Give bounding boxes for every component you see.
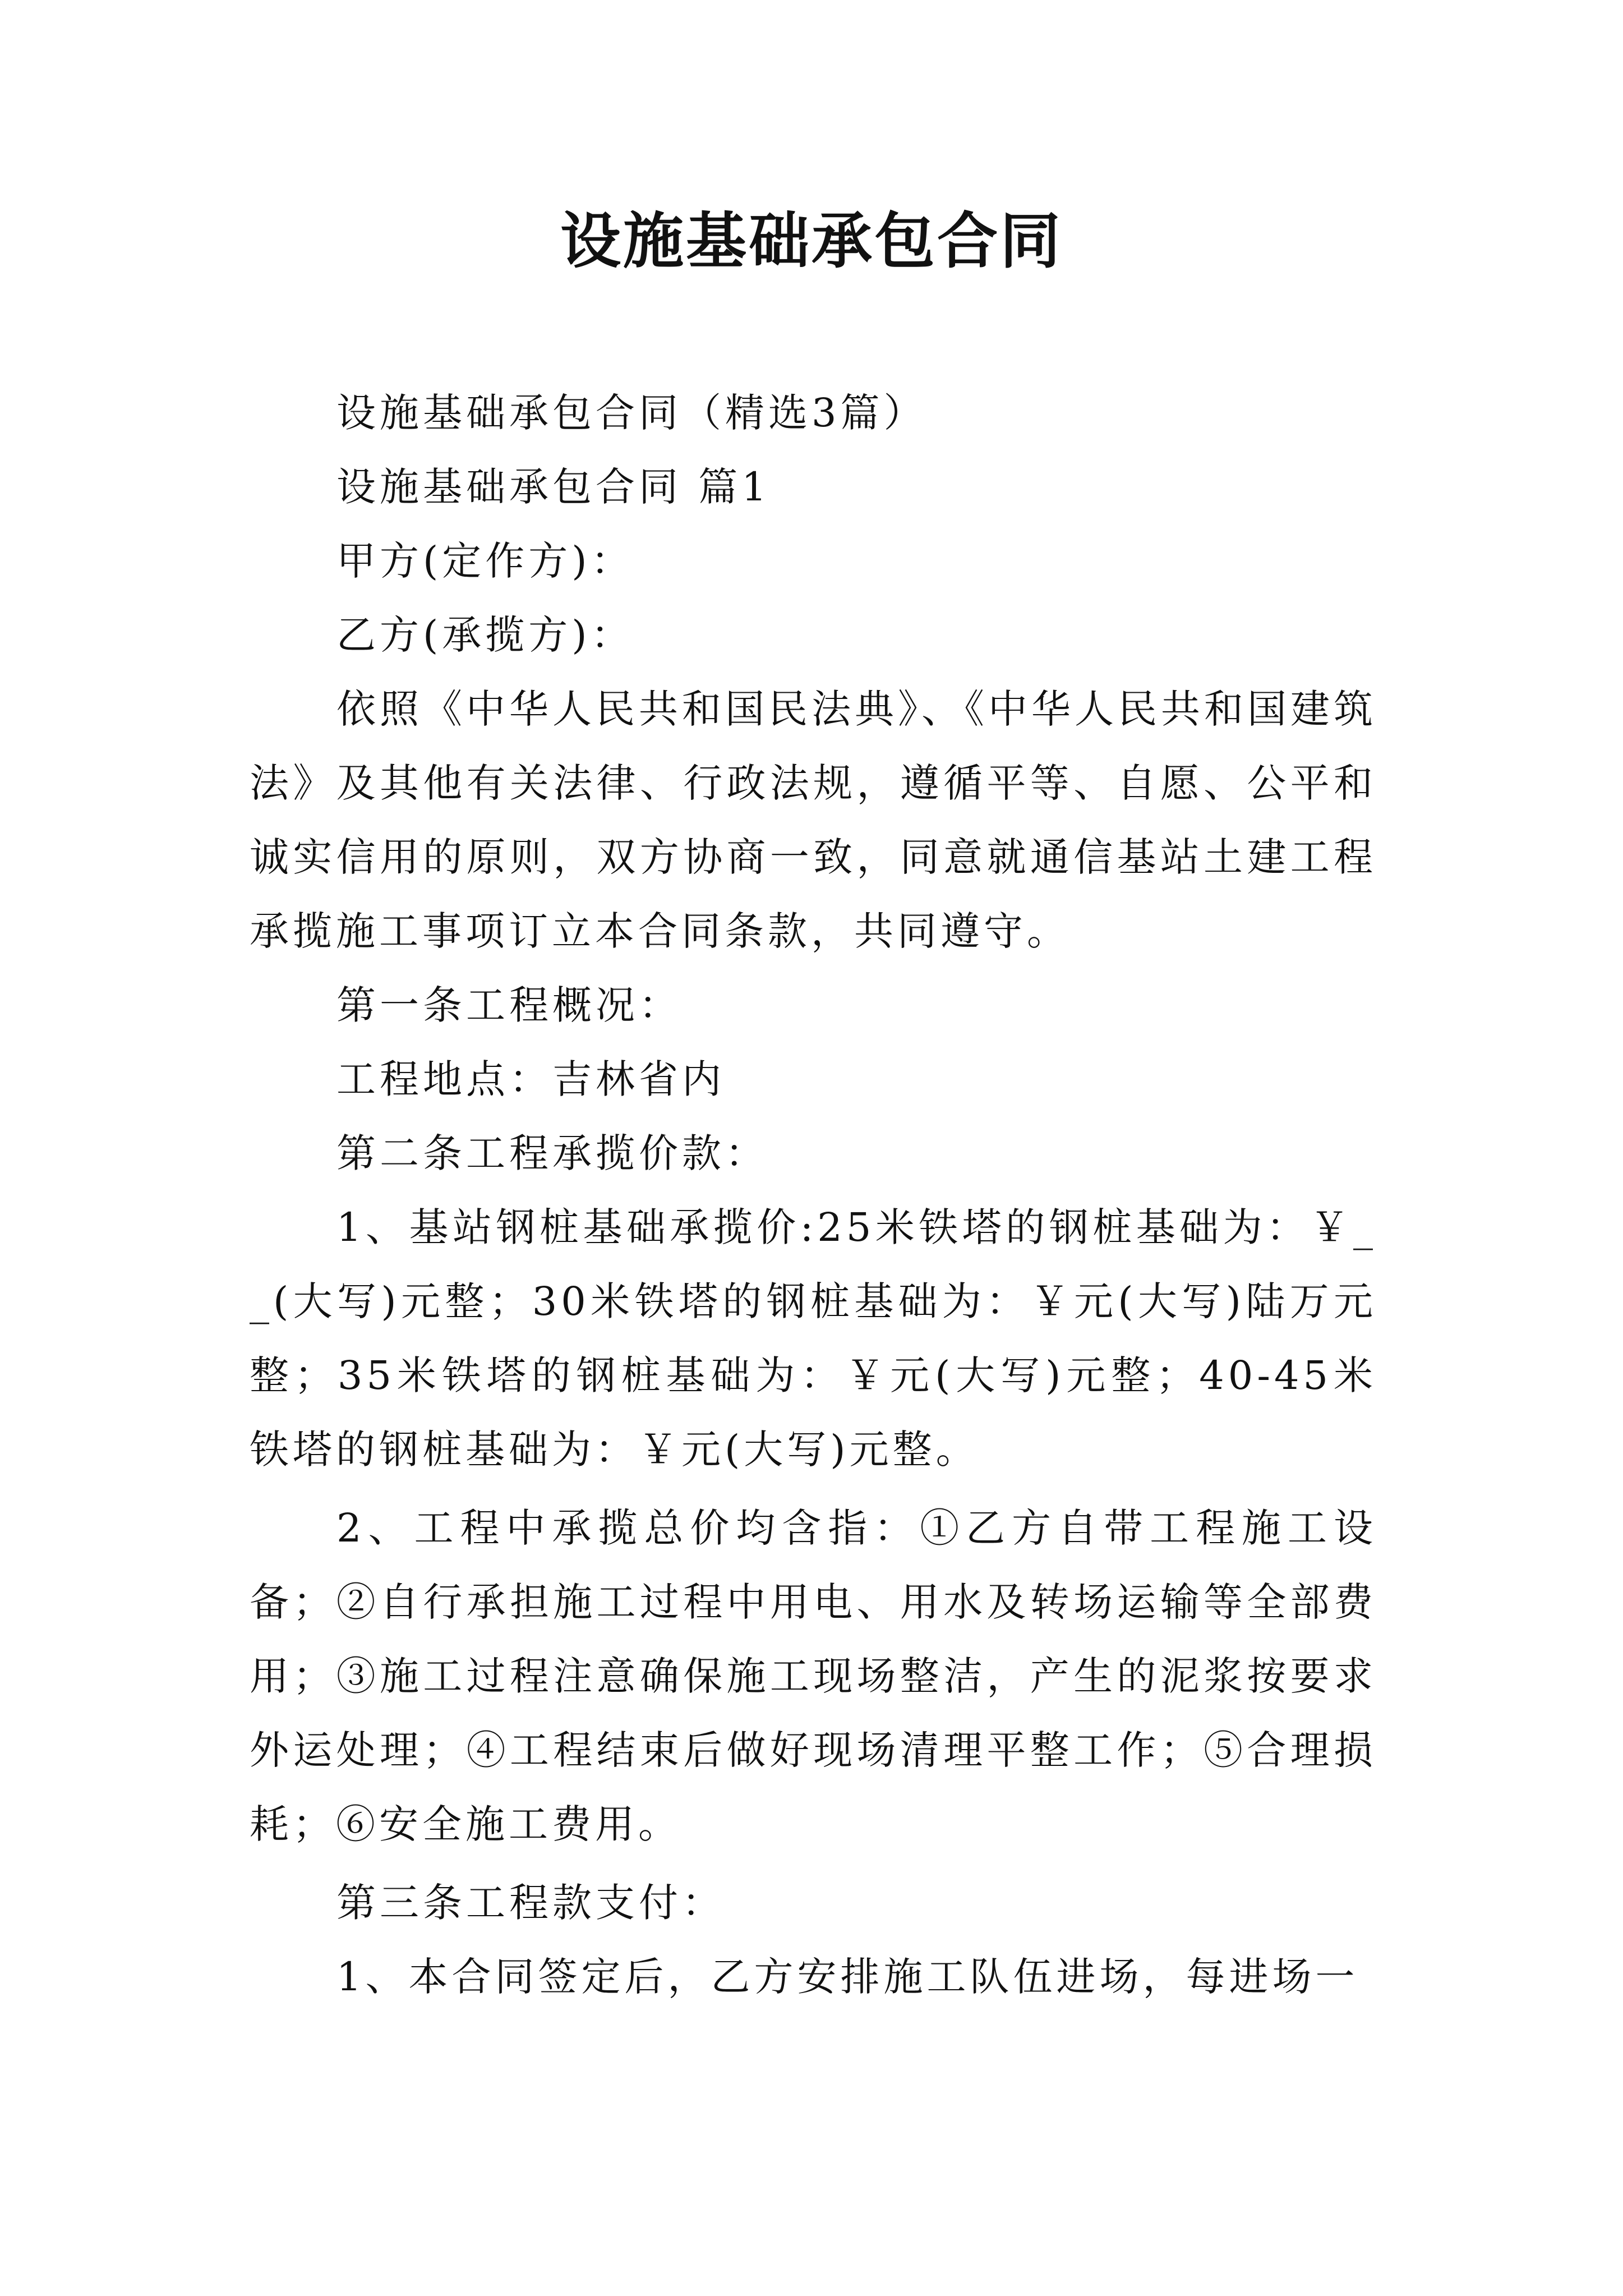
paragraph-article-1-heading: 第一条工程概况：	[336, 982, 682, 1028]
paragraph-article-2-heading: 第二条工程承揽价款：	[336, 1130, 768, 1176]
paragraph-article-3-item-1: 1、本合同签定后，乙方安排施工队伍进场，每进场一	[336, 1954, 1359, 2000]
paragraph-article-3-heading: 第三条工程款支付：	[336, 1880, 725, 1926]
paragraph-party-b: 乙方(承揽方)：	[336, 612, 634, 658]
paragraph-section-heading: 设施基础承包合同 篇1	[336, 464, 771, 510]
paragraph-preamble: 依照《中华人民共和国民法典》、《中华人民共和国建筑法》及其他有关法律、行政法规，遵循平等、自愿、公平和诚实信用的原则，双方协商一致，同意就通信基站土建工程承揽施工事项订立本合同条款，共同遵守。	[250, 686, 1377, 954]
paragraph-party-a: 甲方(定作方)：	[336, 538, 634, 584]
document-body	[250, 376, 1377, 2014]
paragraph-subtitle: 设施基础承包合同（精选3篇）	[336, 390, 927, 436]
paragraph-article-2-item-1: 1、基站钢桩基础承揽价:25米铁塔的钢桩基础为：￥__(大写)元整；30米铁塔的钢桩基础为：￥元(大写)陆万元整；35米铁塔的钢桩基础为：￥元(大写)元整；40-45米铁塔的钢桩基础为：￥元(大写)元整。	[250, 1204, 1377, 1473]
paragraph-article-2-item-2: 2、工程中承揽总价均含指：①乙方自带工程施工设备；②自行承担施工过程中用电、用水及转场运输等全部费用；③施工过程注意确保施工现场整洁，产生的泥浆按要求外运处理；④工程结束后做好现场清理平整工作；⑤合理损耗；⑥安全施工费用。	[250, 1505, 1377, 1847]
document-title: 设施基础承包合同	[560, 206, 1063, 277]
paragraph-project-location: 工程地点：吉林省内	[336, 1056, 725, 1102]
